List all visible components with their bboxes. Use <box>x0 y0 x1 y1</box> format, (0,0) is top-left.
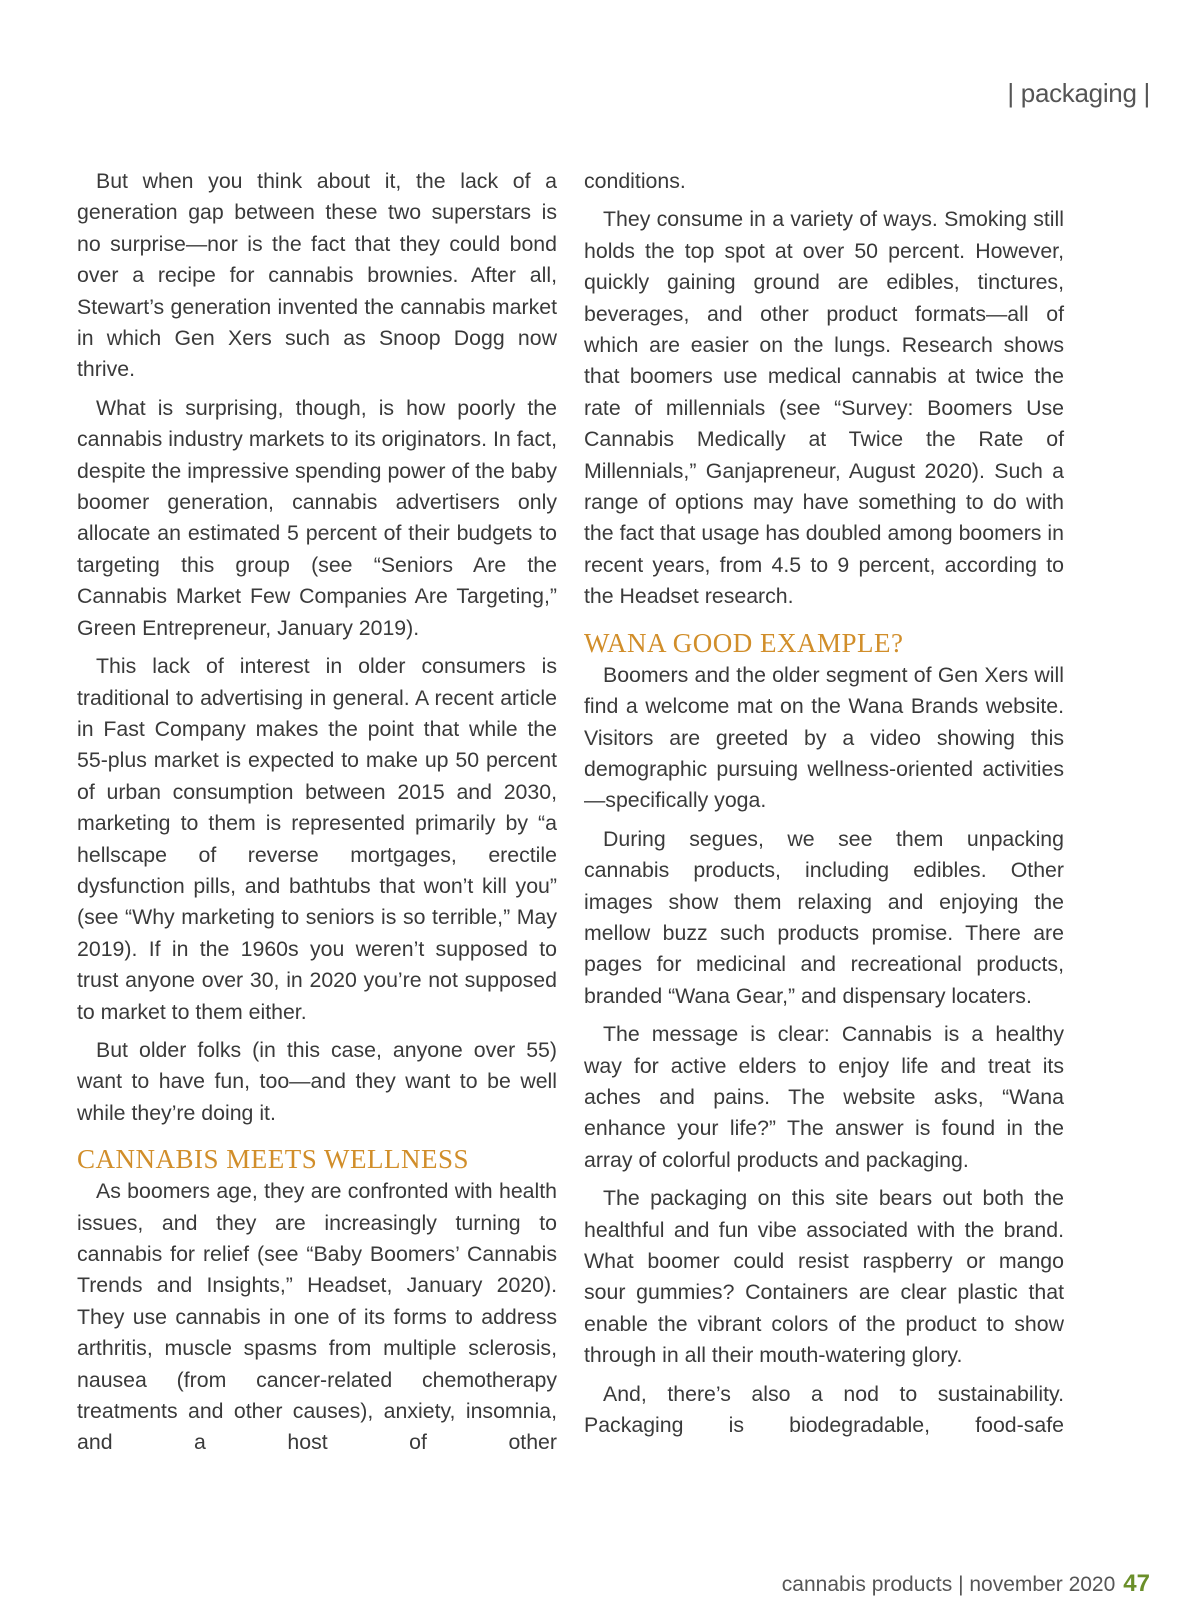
body-paragraph: And, there’s also a nod to sustainability. Packaging is biodegradable, food-safe <box>584 1381 1064 1438</box>
body-paragraph: What is surprising, though, is how poorly the cannabis industry markets to its originators. In fact, despite the impressive spending power of the baby boomer generation, cannabis advertisers only allocate an estimated 5 percent of their budgets to targeting this group (see “Seniors Are the Cannabis Market Few Companies Are Targeting,” Green Entrepreneur, January 2019). <box>77 395 557 640</box>
body-paragraph: But when you think about it, the lack of a generation gap between these two superstars is no surprise—nor is the fact that they could bond over a recipe for cannabis brownies. After all, Stewart’s generation invented the cannabis market in which Gen Xers such as Snoop Dogg now thrive. <box>77 169 557 382</box>
body-paragraph: But older folks (in this case, anyone over 55) want to have fun, too—and they want to be well while they’re doing it. <box>77 1037 557 1125</box>
section-heading: WANA GOOD EXAMPLE? <box>584 627 904 658</box>
page-footer <box>782 1570 1150 1598</box>
body-paragraph: conditions. <box>584 169 686 193</box>
body-paragraph: Boomers and the older segment of Gen Xers will find a welcome mat on the Wana Brands website. Visitors are greeted by a video showing this demographic pursuing wellness-oriented activities—specifically yoga. <box>584 662 1064 813</box>
body-paragraph: They consume in a variety of ways. Smoking still holds the top spot at over 50 percent. However, quickly gaining ground are edibles, tinctures, beverages, and other product formats—all of which are easier on the lungs. Research shows that boomers use medical cannabis at twice the rate of millennials (see “Survey: Boomers Use Cannabis Medically at Twice the Rate of Millennials,” Ganjapreneur, August 2020). Such a range of options may have something to do with the fact that usage has doubled among boomers in recent years, from 4.5 to 9 percent, according to the Headset research. <box>584 207 1064 609</box>
section-label: | packaging | <box>1007 78 1150 108</box>
section-heading: CANNABIS MEETS WELLNESS <box>77 1144 470 1175</box>
publication-info: cannabis products | november 2020 <box>781 1573 1116 1596</box>
right-column <box>584 166 1064 1448</box>
body-paragraph: This lack of interest in older consumers is traditional to advertising in general. A recent article in Fast Company makes the point that while the 55-plus market is expected to make up 50 percent of urban consumption between 2015 and 2030, marketing to them is represented primarily by “a hellscape of reverse mortgages, erectile dysfunction pills, and bathtubs that won’t kill you” (see “Why marketing to seniors is so terrible,” May 2019). If in the 1960s you weren’t supposed to trust anyone over 30, in 2020 you’re not supposed to market to them either. <box>77 654 557 1024</box>
body-paragraph: The packaging on this site bears out both the healthful and fun vibe associated with the brand. What boomer could resist raspberry or mango sour gummies? Containers are clear plastic that enable the vibrant colors of the product to show through in all their mouth-watering glory. <box>584 1186 1064 1368</box>
body-paragraph: As boomers age, they are confronted with health issues, and they are increasingly turning to cannabis for relief (see “Baby Boomers’ Cannabis Trends and Insights,” Headset, January 2020). They use cannabis in one of its forms to address arthritis, muscle spasms from multiple sclerosis, nausea (from cancer-related chemotherapy treatments and other causes), anxiety, insomnia, and a host of other <box>77 1179 557 1455</box>
body-paragraph: During segues, we see them unpacking cannabis products, including edibles. Other images show them relaxing and enjoying the mellow buzz such products promise. There are pages for medicinal and recreational products, branded “Wana Gear,” and dispensary locaters. <box>584 826 1064 1008</box>
page-number: 47 <box>1123 1570 1150 1597</box>
body-paragraph: The message is clear: Cannabis is a healthy way for active elders to enjoy life and treat its aches and pains. The website asks, “Wana enhance your life?” The answer is found in the array of colorful products and packaging. <box>584 1022 1064 1172</box>
left-column <box>77 166 557 1466</box>
